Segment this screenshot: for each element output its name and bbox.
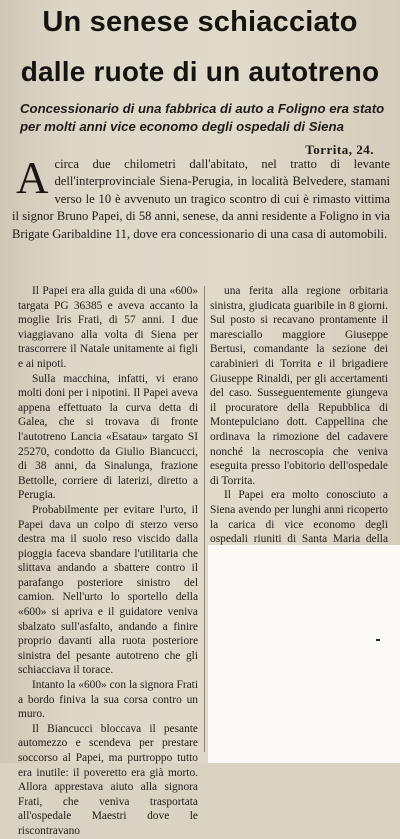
paragraph: Probabilmente per evitare l'urto, il Papei dava un colpo di sterzo verso destra ma il suolo reso viscido dalla pioggia faceva sbandare l'utilitaria che slittava andando a sbattere contro il parafango posteriore sinistro del camion. Nell'urto lo sportello della «600» si apriva e il guidatore veniva sbalzato sull'asfalto, andando a finire proprio davanti alla ruota posteriore sinistra del pesante autotreno che gli schiacciava il torace.: [18, 503, 198, 677]
ink-mark: [376, 639, 380, 641]
blank-paper-area: [208, 545, 400, 763]
lead-paragraph: [12, 153, 390, 243]
paragraph: Il Papei era molto conosciuto a Siena avendo per lunghi anni ricoperto la carica di vice economo degli ospedali riuniti di Santa Maria della: [210, 489, 388, 546]
subheadline: Concessionario di una fabbrica di auto a Foligno era stato per molti anni vice economo degli ospedali di Siena: [20, 101, 385, 134]
article-column-right: [210, 284, 388, 576]
headline-line-1: Un senese schiacciato: [42, 6, 358, 38]
paragraph: una ferita alla regione orbitaria sinistra, giudicata guaribile in 8 giorni. Sul posto si recavano prontamente il maresciallo maggiore Giuseppe Bertusi, comandante la sezione dei carabinieri di Torrita e il brigadiere Giuseppe Rinaldi, per gli accertamenti del caso. Susseguentemente giungeva il procuratore della Repubblica di Montepulciano dott. Cappellina che ordinava la rimozione del cadavere nonché la necroscopia che veniva eseguita presso l'obitorio dell'ospedale di Torrita.: [210, 285, 388, 487]
paragraph: Il Papei era alla guida di una «600» targata PG 36385 e aveva accanto la moglie Iris Frati, di 57 anni. I due viaggiavano alla volta di Siena per trascorrere il Natale unitamente ai figli e ai nipoti.: [18, 285, 198, 370]
paragraph: Intanto la «600» con la signora Frati a bordo finiva la sua corsa contro un muro.: [18, 679, 198, 721]
drop-cap: A: [16, 153, 49, 203]
headline-line-2: dalle ruote di un autotreno: [20, 56, 380, 87]
lead-text: circa due chilometri dall'abitato, nel tratto di levante dell'interprovinciale Siena-Perugia, in località Belvedere, stamani verso le 10 è avvenuto un tragico scontro di cui è rimasto vittima il signor Bruno Papei, di 58 anni, senese, da anni residente a Foligno in via Brigate Garibaldine 11, dove era concessionario di una casa di automobili.: [12, 157, 390, 241]
dateline: Torrita, 24.: [305, 142, 374, 157]
paragraph: Il Biancucci bloccava il pesante automezzo e scendeva per prestare soccorso al Papei, ma purtroppo tutto era inutile: il poveretto era già morto. Allora apprestava aiuto alla signora Frati, che veniva trasportata all'ospedale Maestri dove le riscontravano: [18, 722, 198, 837]
paragraph: Sulla macchina, infatti, vi erano molti doni per i nipotini. Il Papei aveva appena effettuato la curva detta di Galea, che si trovava di fronte l'autotreno Lancia «Esatau» targato SI 25270, condotto da Giulio Biancucci, di 38 anni, da Sinalunga, frazione Bettolle, corriere di laterizi, diretto a Perugia.: [18, 372, 198, 502]
article-column-left: [18, 284, 198, 839]
column-divider: [204, 286, 205, 752]
